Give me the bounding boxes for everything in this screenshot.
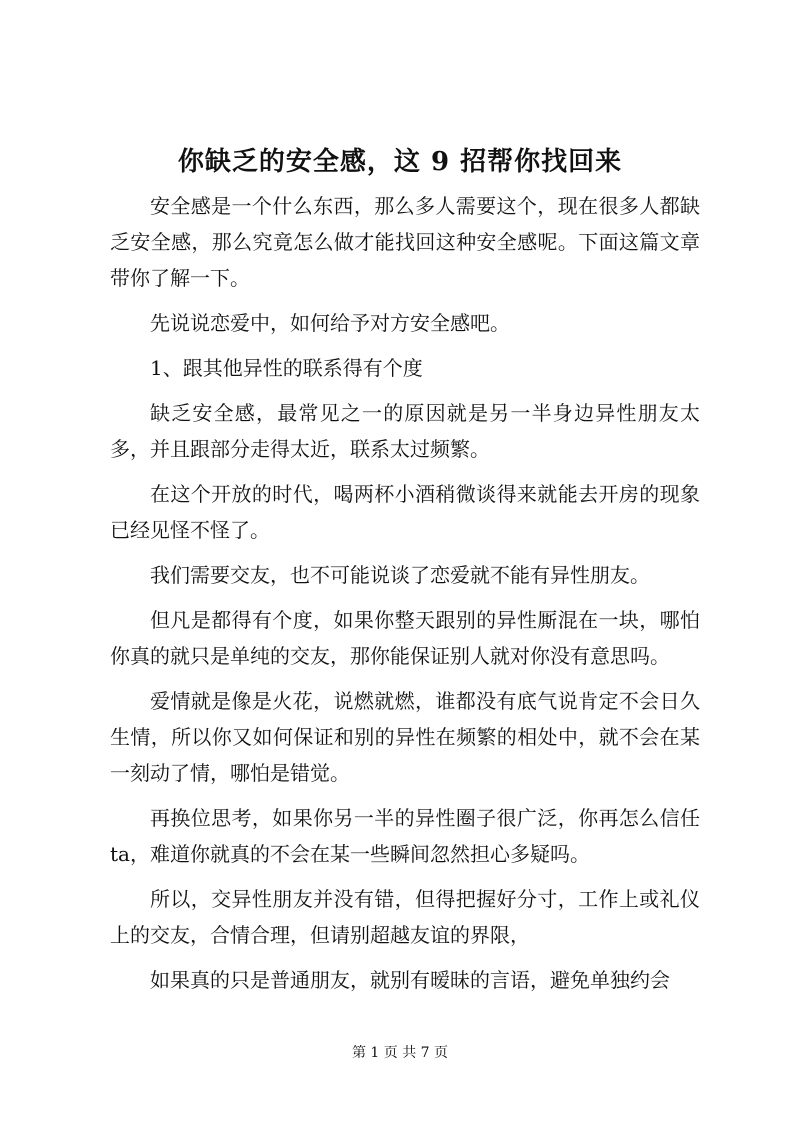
paragraph: 如果真的只是普通朋友，就别有暧昧的言语，避免单独约会 xyxy=(150,968,670,992)
paragraph: 缺乏安全感，最常见之一的原因就是另一半身边异性朋友太多，并且跟部分走得太近，联系太过频繁。 xyxy=(110,401,700,461)
paragraph: 先说说恋爱中，如何给予对方安全感吧。 xyxy=(150,311,510,335)
paragraph: 再换位思考，如果你另一半的异性圈子很广泛，你再怎么信任 ta，难道你就真的不会在某一些瞬间忽然担心多疑吗。 xyxy=(110,806,700,866)
paragraph: 但凡是都得有个度，如果你整天跟别的异性厮混在一块，哪怕你真的就只是单纯的交友，那你能保证别人就对你没有意思吗。 xyxy=(110,608,700,668)
section-heading: 1、跟其他异性的联系得有个度 xyxy=(150,356,423,380)
paragraph: 在这个开放的时代，喝两杯小酒稍微谈得来就能去开房的现象已经见怪不怪了。 xyxy=(110,482,700,542)
paragraph: 所以，交异性朋友并没有错，但得把握好分寸，工作上或礼仪上的交友，合情合理，但请别超越友谊的界限， xyxy=(110,887,700,947)
document-title: 你缺乏的安全感，这 9 招帮你找回来 xyxy=(177,147,623,177)
paragraph: 我们需要交友，也不可能说谈了恋爱就不能有异性朋友。 xyxy=(150,563,650,587)
document-body xyxy=(110,188,700,1007)
paragraph: 爱情就是像是火花，说燃就燃，谁都没有底气说肯定不会日久生情，所以你又如何保证和别的异性在频繁的相处中，就不会在某一刻动了情，哪怕是错觉。 xyxy=(110,689,700,785)
page-footer: 第 1 页 共 7 页 xyxy=(351,1045,449,1061)
paragraph: 安全感是一个什么东西，那么多人需要这个，现在很多人都缺乏安全感，那么究竟怎么做才能找回这种安全感呢。下面这篇文章带你了解一下。 xyxy=(110,194,700,290)
